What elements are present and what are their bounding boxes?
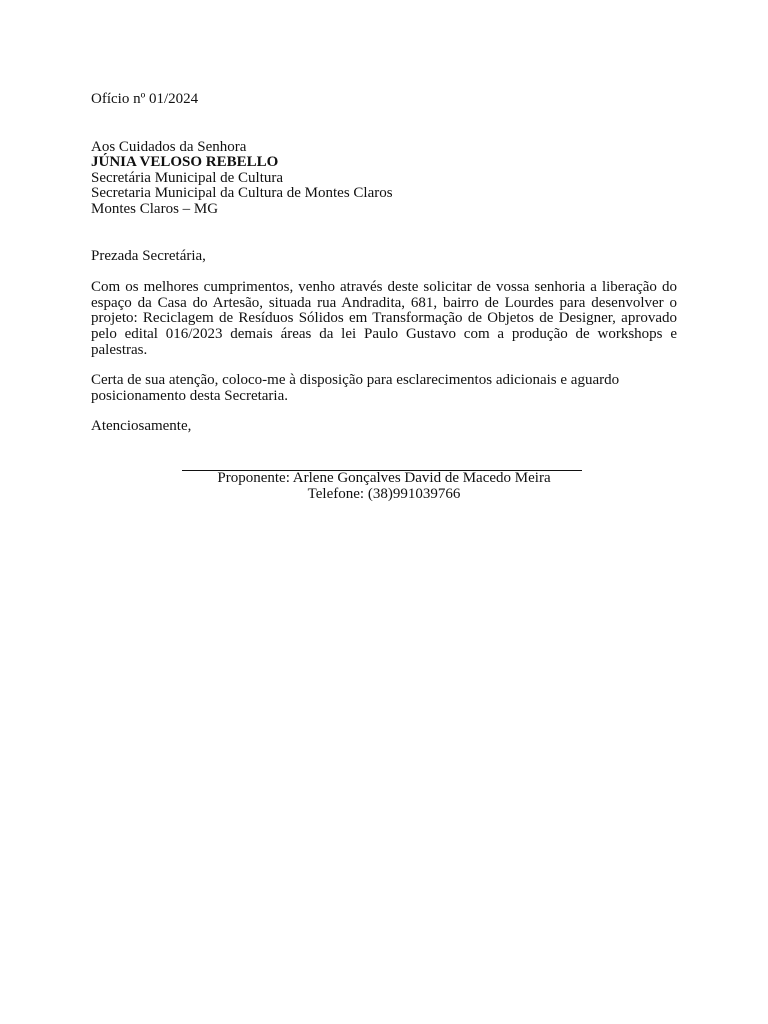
signature-phone: Telefone: (38)991039766 [307,485,461,502]
signature-proponent: Proponente: Arlene Gonçalves David de Macedo Meira [217,470,551,486]
letter-page [91,91,677,502]
signature-block [91,470,677,502]
recipient-location: Montes Claros – MG [91,200,219,217]
signature-line [182,470,582,471]
body-paragraph-closing-remarks: Certa de sua atenção, coloco-me à disposição para esclarecimentos adicionais e aguardo posicionamento desta Secretaria. [91,372,620,404]
recipient-department: Secretaria Municipal da Cultura de Montes Claros [91,185,393,202]
recipient-care-of: Aos Cuidados da Senhora [91,138,247,155]
body-paragraph-request: Com os melhores cumprimentos, venho através deste solicitar de vossa senhoria a liberação do espaço da Casa do Artesão, situada rua Andradita, 681, bairro de Lourdes para desenvolver o projeto: Reciclagem de Resíduos Sólidos em Transformação de Objetos de Designer, aprovado pelo edital 016/2023 demais áreas da lei Paulo Gustavo com a produção de workshops e palestras. [91,279,677,358]
recipient-name: JÚNIA VELOSO REBELLO [91,154,279,171]
closing: Atenciosamente, [91,418,192,435]
recipient-position: Secretária Municipal de Cultura [91,169,284,186]
letter-reference: Ofício nº 01/2024 [91,91,199,107]
greeting: Prezada Secretária, [91,247,206,264]
recipient-block [91,140,677,218]
